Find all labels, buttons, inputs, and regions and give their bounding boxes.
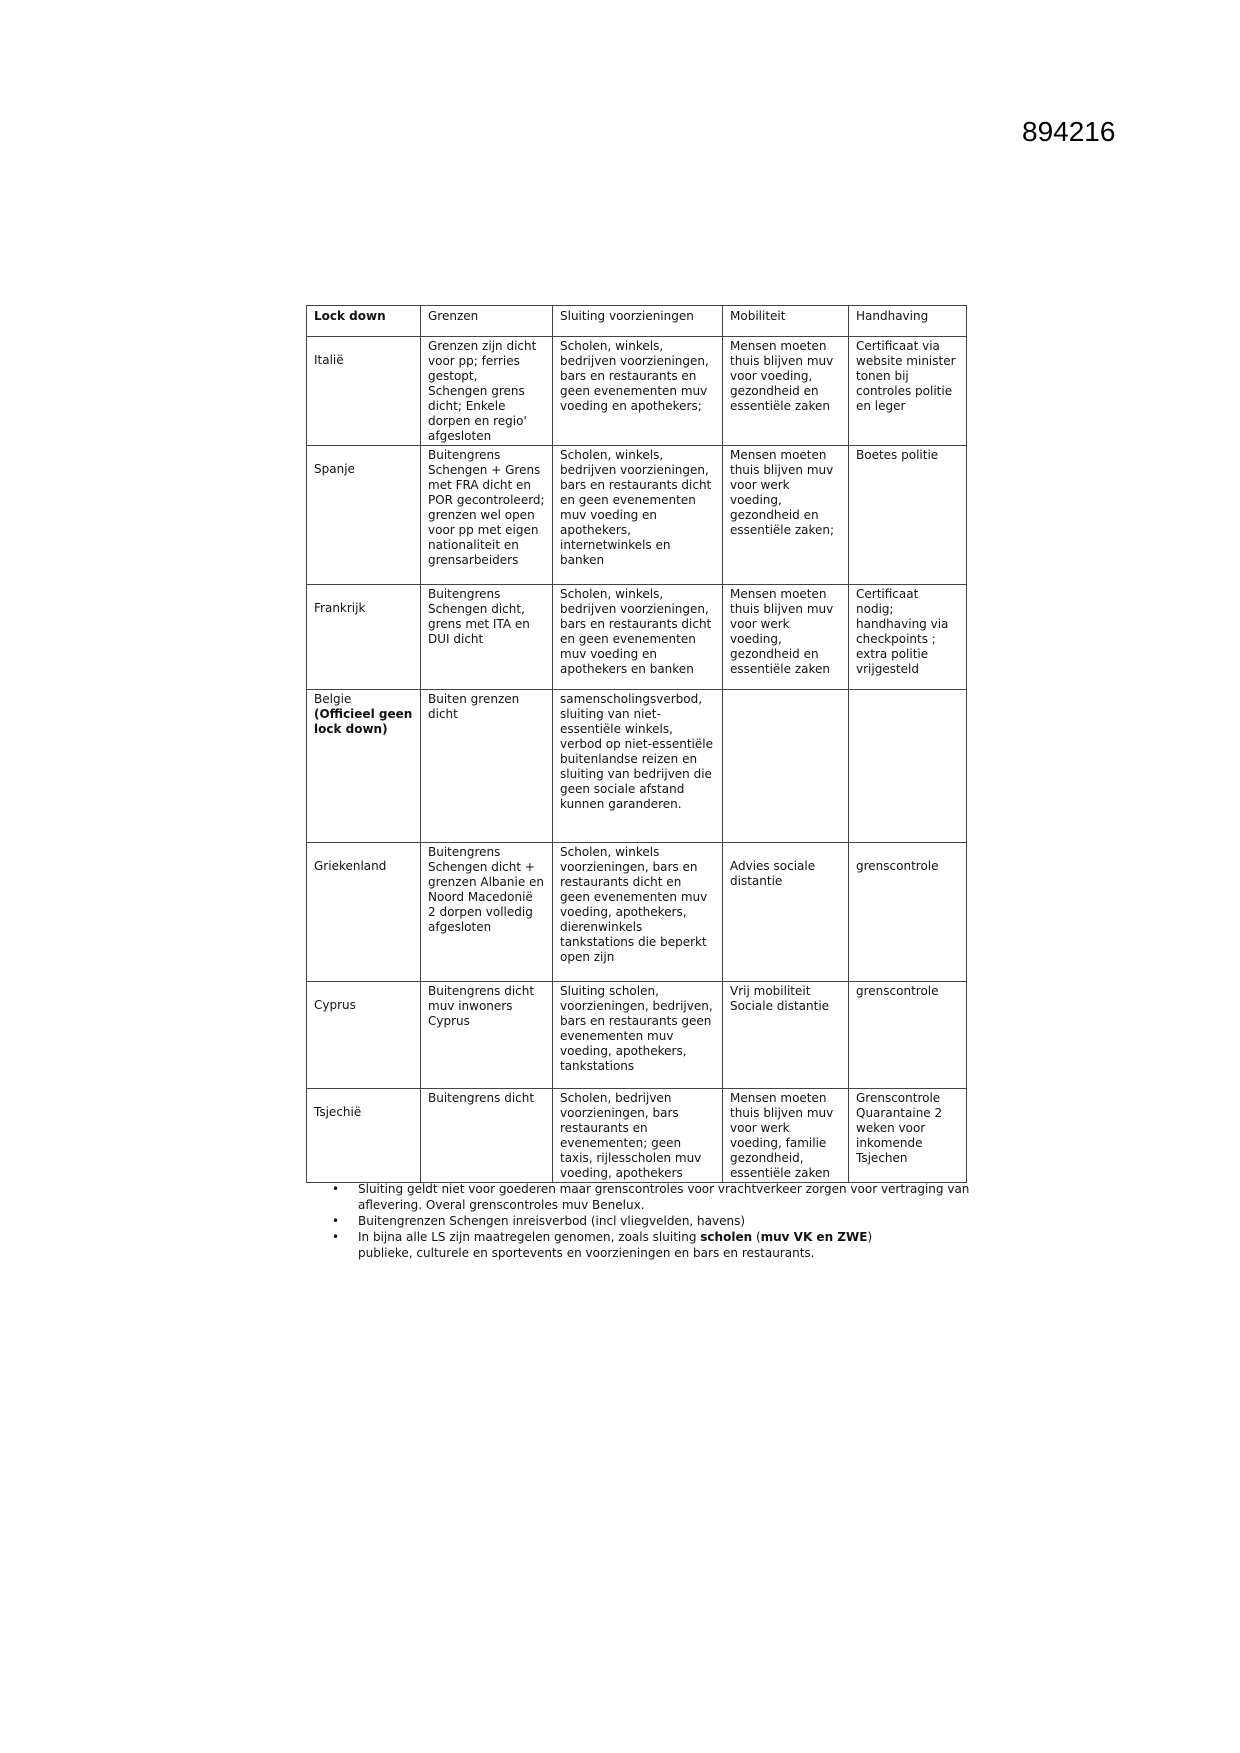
- list-item: [330, 1181, 970, 1213]
- country-cell: [307, 690, 421, 843]
- grenzen-cell: Buitengrens Schengen dicht, grens met ITA en DUI dicht: [421, 585, 553, 690]
- note-text: (: [752, 1230, 761, 1244]
- handhaving-cell: grenscontrole: [849, 982, 967, 1089]
- sluiting-cell: samenscholingsverbod, sluiting van niet-essentiële winkels, verbod op niet-essentiële buitenlandse reizen en sluiting van bedrijven die geen sociale afstand kunnen garanderen.: [553, 690, 723, 843]
- table-row: [307, 982, 967, 1089]
- mobiliteit-cell: Mensen moeten thuis blijven muv voor werk voeding, gezondheid en essentiële zaken;: [723, 446, 849, 585]
- sluiting-cell: Scholen, winkels voorzieningen, bars en restaurants dicht en geen evenementen muv voeding, apothekers, dierenwinkels tankstations die beperkt open zijn: [553, 843, 723, 982]
- note-text: Buitengrenzen Schengen inreisverbod (incl vliegvelden, havens): [358, 1214, 746, 1228]
- country-note: (Officieel geen lock down): [314, 707, 413, 736]
- lockdown-table: [306, 305, 967, 1183]
- handhaving-cell: [849, 690, 967, 843]
- grenzen-cell: [421, 843, 553, 982]
- sluiting-cell: Scholen, winkels, bedrijven voorzieningen, bars en restaurants en geen evenementen muv voeding en apothekers;: [553, 337, 723, 446]
- country-cell: Cyprus: [307, 982, 421, 1089]
- handhaving-cell: Certificaat nodig; handhaving via checkpoints ; extra politie vrijgesteld: [849, 585, 967, 690]
- bullet-icon: •: [332, 1214, 340, 1228]
- note-text: In bijna alle LS zijn maatregelen genomen, zoals sluiting: [358, 1230, 701, 1244]
- mobiliteit-cell: Mensen moeten thuis blijven muv voor voeding, gezondheid en essentiële zaken: [723, 337, 849, 446]
- grenzen-cell: Buitengrens dicht muv inwoners Cyprus: [421, 982, 553, 1089]
- note-text: Sluiting geldt niet voor goederen maar grenscontroles voor vrachtverkeer zorgen voor vertraging van aflevering. Overal grenscontroles muv Benelux.: [358, 1182, 970, 1212]
- table-row: [307, 585, 967, 690]
- sluiting-cell: Scholen, winkels, bedrijven voorzieningen, bars en restaurants dicht en geen evenementen muv voeding en apothekers, internetwinkels en banken: [553, 446, 723, 585]
- table-row: [307, 1089, 967, 1183]
- grenzen-cell: Buitengrens Schengen + Grens met FRA dicht en POR gecontroleerd; grenzen wel open voor pp met eigen nationaliteit en grensarbeiders: [421, 446, 553, 585]
- handhaving-cell: Grenscontrole Quarantaine 2 weken voor inkomende Tsjechen: [849, 1089, 967, 1183]
- header-lock-down: Lock down: [307, 306, 421, 337]
- grenzen-text: Buitengrens Schengen dicht + grenzen Albanie en Noord Macedonië 2 dorpen volledig afgesloten: [428, 845, 545, 934]
- sluiting-cell: Scholen, bedrijven voorzieningen, bars restaurants en evenementen; geen taxis, rijlesscholen muv voeding, apothekers: [553, 1089, 723, 1183]
- header-mobiliteit: Mobiliteit: [723, 306, 849, 337]
- mobiliteit-cell: [723, 690, 849, 843]
- header-grenzen: Grenzen: [421, 306, 553, 337]
- sluiting-cell: Sluiting scholen, voorzieningen, bedrijven, bars en restaurants geen evenementen muv voeding, apothekers, tankstations: [553, 982, 723, 1089]
- country-cell: Spanje: [307, 446, 421, 585]
- country-cell: Italië: [307, 337, 421, 446]
- table-row: [307, 446, 967, 585]
- header-sluiting: Sluiting voorzieningen: [553, 306, 723, 337]
- grenzen-text: Grenzen zijn dicht voor pp; ferries gestopt, Schengen grens dicht; Enkele dorpen en regio' afgesloten: [428, 339, 537, 443]
- document-number: 894216: [1022, 116, 1116, 147]
- notes-list: [330, 1181, 970, 1261]
- grenzen-cell: Buiten grenzen dicht: [421, 690, 553, 843]
- handhaving-cell: Boetes politie: [849, 446, 967, 585]
- note-bold-exception: muv VK en ZWE: [760, 1230, 868, 1244]
- note-text: publieke, culturele en sportevents en voorzieningen en bars en restaurants.: [358, 1246, 815, 1260]
- grenzen-cell: Buitengrens dicht: [421, 1089, 553, 1183]
- note-text: ): [867, 1230, 873, 1244]
- bullet-icon: •: [332, 1182, 340, 1196]
- table-header-row: [307, 306, 967, 337]
- country-cell: Tsjechië: [307, 1089, 421, 1183]
- note-bold-scholen: scholen: [700, 1230, 753, 1244]
- country-cell: Griekenland: [307, 843, 421, 982]
- table-row: [307, 690, 967, 843]
- table-row: [307, 843, 967, 982]
- grenzen-cell: [421, 337, 553, 446]
- sluiting-cell: Scholen, winkels, bedrijven voorzieningen, bars en restaurants dicht en geen evenementen muv voeding en apothekers en banken: [553, 585, 723, 690]
- list-item: [330, 1229, 970, 1261]
- mobiliteit-cell: Mensen moeten thuis blijven muv voor werk voeding, gezondheid en essentiële zaken: [723, 585, 849, 690]
- list-item: [330, 1213, 970, 1229]
- handhaving-cell: Certificaat via website minister tonen bij controles politie en leger: [849, 337, 967, 446]
- header-handhaving: Handhaving: [849, 306, 967, 337]
- handhaving-cell: grenscontrole: [849, 843, 967, 982]
- mobiliteit-cell: Vrij mobiliteit Sociale distantie: [723, 982, 849, 1089]
- table-row: [307, 337, 967, 446]
- bullet-icon: •: [332, 1230, 340, 1244]
- country-name: Belgie: [314, 692, 352, 706]
- mobiliteit-cell: Mensen moeten thuis blijven muv voor werk voeding, familie gezondheid, essentiële zaken: [723, 1089, 849, 1183]
- mobiliteit-cell: Advies sociale distantie: [723, 843, 849, 982]
- country-cell: Frankrijk: [307, 585, 421, 690]
